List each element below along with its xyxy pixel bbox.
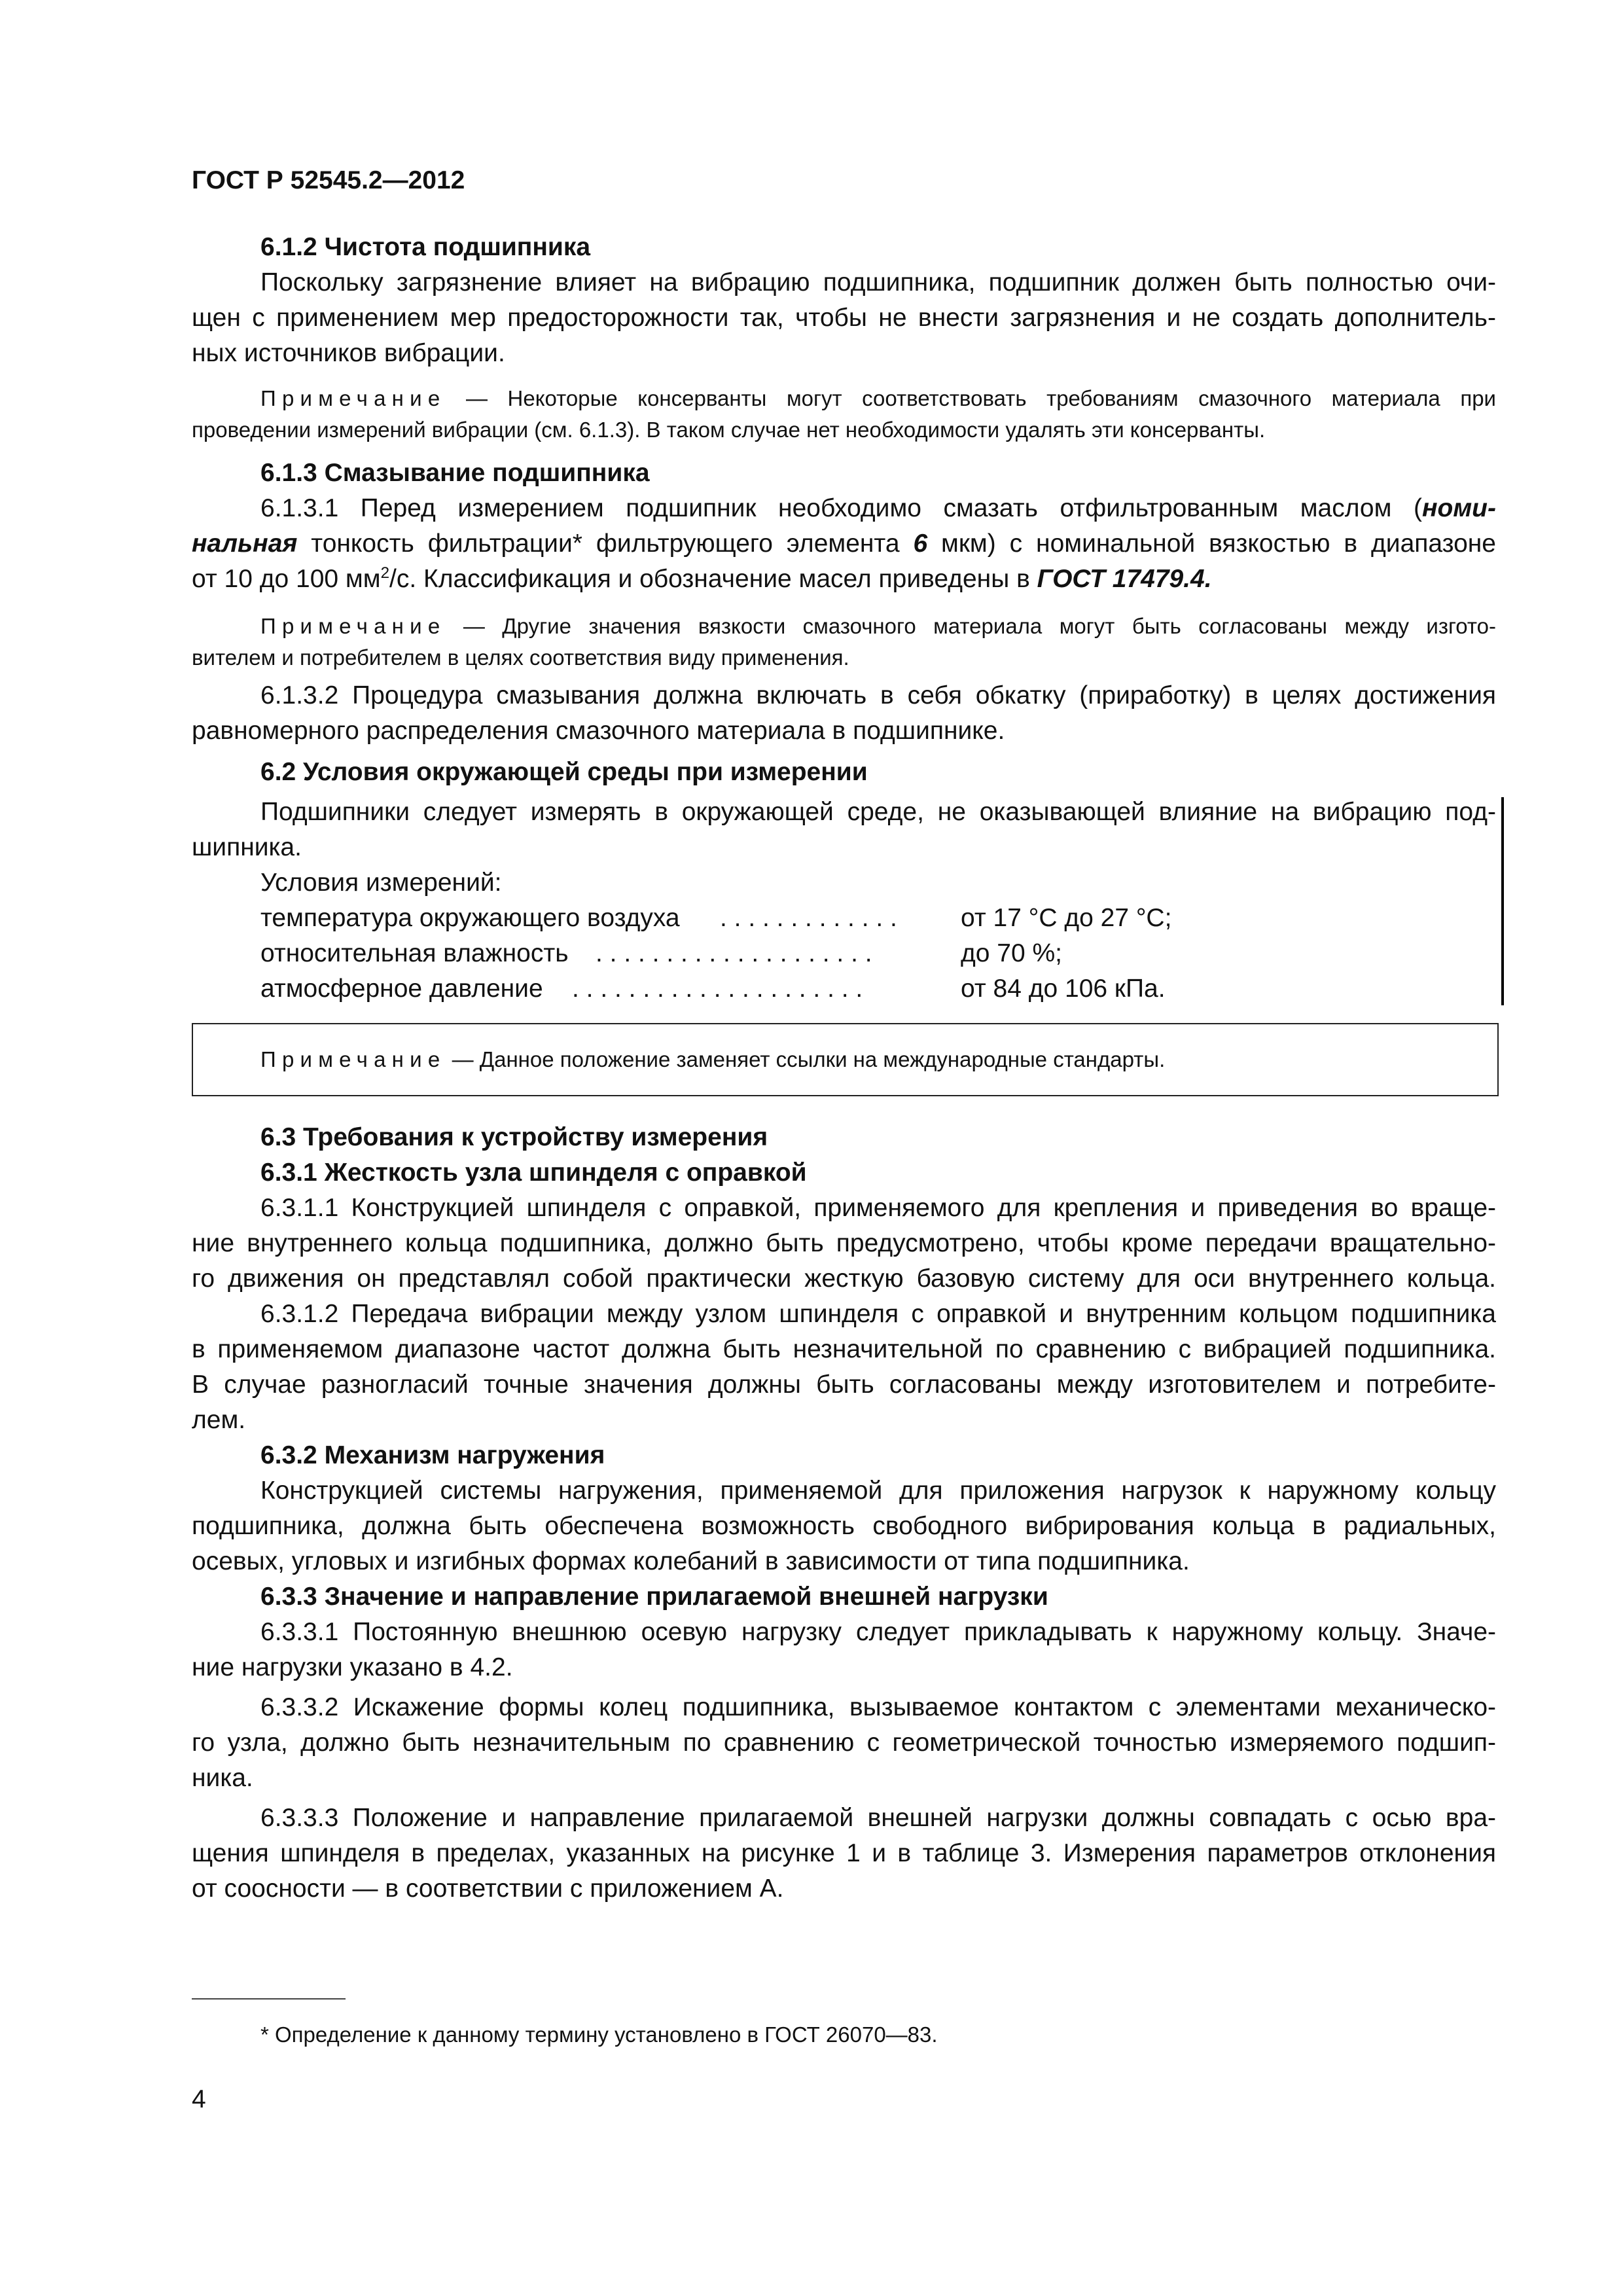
paragraph-line: 6.3.3.2 Искажение формы колец подшипника, вызываемое контактом с элементами механическо- (260, 1693, 1496, 1721)
paragraph-line: ние внутреннего кольца подшипника, должно быть предусмотрено, чтобы кроме передачи вращательно- (192, 1229, 1496, 1257)
paragraph-text: мкм) с номинальной вязкостью в диапазоне (927, 529, 1496, 558)
footnote-rule (192, 1998, 346, 2000)
paragraph-line: шипника. (192, 833, 302, 861)
note-line (260, 387, 1496, 409)
paragraph-line: лем. (192, 1406, 246, 1434)
section-6-3-2-heading: 6.3.2 Механизм нагружения (260, 1441, 605, 1469)
paragraph-line: 6.3.3.3 Положение и направление прилагаемой внешней нагрузки должны совпадать с осью вра- (260, 1804, 1496, 1832)
paragraph-line (192, 566, 1212, 592)
note-label: Примечание (260, 386, 446, 410)
condition-value: до 70 %; (961, 939, 1063, 967)
paragraph-line: от соосности — в соответствии с приложением А. (192, 1874, 784, 1903)
emphasis-text: нальная (192, 529, 298, 558)
footnote: * Определение к данному термину установлено в ГОСТ 26070—83. (260, 2022, 938, 2047)
paragraph-line: 6.3.1.1 Конструкцией шпинделя с оправкой, применяемого для крепления и приведения во враще- (260, 1194, 1496, 1222)
paragraph-line: Конструкцией системы нагружения, применяемой для приложения нагрузок к наружному кольцу (260, 1477, 1496, 1505)
condition-value: от 17 °С до 27 °С; (961, 904, 1172, 932)
page-number: 4 (192, 2085, 206, 2113)
section-6-2-heading: 6.2 Условия окружающей среды при измерении (260, 758, 868, 786)
note-line: проведении измерений вибрации (см. 6.1.3). В таком случае нет необходимости удалять эти консерванты. (192, 418, 1266, 442)
dot-leader: . . . . . . . . . . . . . . . . . . . . . (572, 976, 863, 1001)
note-line (260, 615, 1496, 637)
paragraph-text: 6.1.3.1 Перед измерением подшипник необходимо смазать отфильтрованным маслом ( (260, 494, 1422, 522)
paragraph-line: 6.3.1.2 Передача вибрации между узлом шпинделя с оправкой и внутренним кольцом подшипника (260, 1300, 1496, 1328)
section-6-1-2-heading: 6.1.2 Чистота подшипника (260, 233, 591, 261)
note-text: — Данное положение заменяет ссылки на международные стандарты. (446, 1047, 1166, 1071)
paragraph-line: щения шпинделя в пределах, указанных на рисунке 1 и в таблице 3. Измерения параметров отклонения (192, 1839, 1496, 1867)
paragraph-line: Поскольку загрязнение влияет на вибрацию подшипника, подшипник должен быть полностью очи- (260, 268, 1496, 296)
paragraph-line: подшипника, должна быть обеспечена возможность свободного вибрирования кольца в радиальных, (192, 1512, 1496, 1540)
condition-label: относительная влажность (260, 939, 569, 967)
note-label: Примечание (260, 614, 446, 638)
note-text: — Другие значения вязкости смазочного материала могут быть согласованы между изгото- (446, 614, 1496, 638)
paragraph-line (192, 531, 1496, 556)
paragraph-line: равномерного распределения смазочного материала в подшипнике. (192, 717, 1005, 745)
condition-row (260, 905, 1308, 935)
paragraph-line: осевых, угловых и изгибных формах колебаний в зависимости от типа подшипника. (192, 1547, 1190, 1575)
standard-reference: ГОСТ 17479.4. (1037, 565, 1212, 593)
change-bar (1501, 797, 1504, 1005)
dot-leader: . . . . . . . . . . . . . (720, 905, 897, 931)
condition-value: от 84 до 106 кПа. (961, 975, 1166, 1003)
paragraph-line: ние нагрузки указано в 4.2. (192, 1653, 513, 1681)
note-line: вителем и потребителем в целях соответствия виду применения. (192, 645, 849, 670)
note-label: Примечание (260, 1047, 446, 1071)
paragraph-line: 6.3.3.1 Постоянную внешнюю осевую нагрузку следует прикладывать к наружному кольцу. Значе- (260, 1618, 1496, 1646)
dot-leader: . . . . . . . . . . . . . . . . . . . . (596, 941, 872, 966)
paragraph-line: го движения он представлял собой практически жесткую базовую систему для оси внутреннего кольца. (192, 1265, 1496, 1293)
paragraph-line: 6.1.3.2 Процедура смазывания должна включать в себя обкатку (приработку) в целях достижения (260, 681, 1496, 709)
paragraph-line: в применяемом диапазоне частот должна быть незначительной по сравнению с вибрацией подшипника. (192, 1335, 1496, 1363)
note-line (260, 1049, 1165, 1070)
superscript: 2 (380, 564, 390, 582)
paragraph-text: от 10 до 100 мм (192, 565, 381, 593)
paragraph-line: ника. (192, 1764, 253, 1792)
conditions-title: Условия измерений: (260, 869, 502, 897)
paragraph-line: Подшипники следует измерять в окружающей среде, не оказывающей влияние на вибрацию под- (260, 798, 1496, 826)
section-6-1-3-heading: 6.1.3 Смазывание подшипника (260, 459, 650, 487)
section-6-3-3-heading: 6.3.3 Значение и направление прилагаемой внешней нагрузки (260, 1583, 1048, 1611)
condition-label: атмосферное давление (260, 975, 543, 1003)
emphasis-text: номи- (1421, 494, 1496, 522)
paragraph-line: ных источников вибрации. (192, 339, 505, 367)
paragraph-line (260, 495, 1496, 521)
paragraph-line: щен с применением мер предосторожности так, чтобы не внести загрязнения и не создать дополнитель- (192, 304, 1496, 332)
condition-row (260, 941, 1308, 970)
document-designation: ГОСТ Р 52545.2—2012 (192, 166, 465, 194)
paragraph-line: В случае разногласий точные значения должны быть согласованы между изготовителем и потребите- (192, 1371, 1496, 1399)
section-6-3-1-heading: 6.3.1 Жесткость узла шпинделя с оправкой (260, 1158, 807, 1187)
condition-row (260, 976, 1308, 1005)
paragraph-text: тонкость фильтрации* фильтрующего элемента (297, 529, 914, 558)
condition-label: температура окружающего воздуха (260, 904, 680, 932)
note-text: — Некоторые консерванты могут соответствовать требованиям смазочного материала при (446, 386, 1496, 410)
paragraph-line: го узла, должно быть незначительным по сравнению с геометрической точностью измеряемого подшип- (192, 1729, 1496, 1757)
emphasis-number: 6 (913, 529, 928, 558)
section-6-3-heading: 6.3 Требования к устройству измерения (260, 1123, 768, 1151)
paragraph-text: /с. Классификация и обозначение масел приведены в (389, 565, 1037, 593)
